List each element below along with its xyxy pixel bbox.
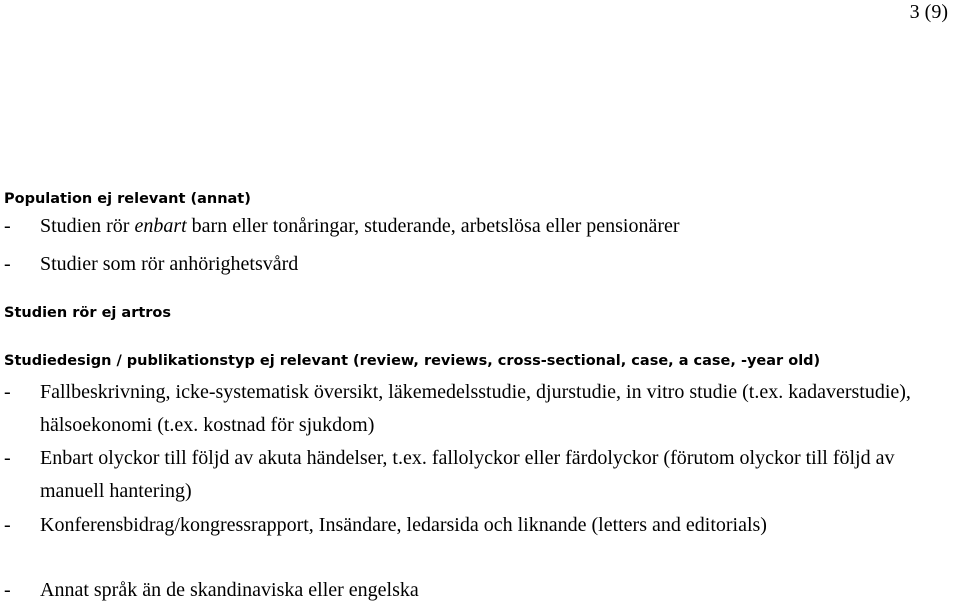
page-number: 3 (9)	[909, 1, 948, 23]
emphasis-text: enbart	[134, 215, 187, 237]
list-item-text: Konferensbidrag/kongressrapport, Insändare, ledarsida och liknande (letters and editorials)	[40, 514, 767, 536]
list-item	[4, 210, 949, 243]
list-item	[4, 574, 949, 607]
list-item-text: Studien rör enbart barn eller tonåringar, studerande, arbetslösa eller pensionärer	[40, 215, 680, 237]
section-heading-population: Population ej relevant (annat)	[4, 191, 251, 207]
list-item	[4, 442, 949, 508]
list-item	[4, 248, 949, 281]
list-dash: -	[4, 215, 11, 237]
list-dash: -	[4, 447, 11, 469]
list-dash: -	[4, 579, 11, 601]
list-item-text: Fallbeskrivning, icke-systematisk översikt, läkemedelsstudie, djurstudie, in vitro studie (t.ex. kadaverstudie), hälsoekonomi (t.ex. kostnad för sjukdom)	[40, 381, 911, 436]
list-item	[4, 376, 949, 442]
list-item-text: Enbart olyckor till följd av akuta händelser, t.ex. fallolyckor eller färdolyckor (förutom olyckor till följd av manuell hantering)	[40, 447, 895, 502]
section-heading-studiedesign: Studiedesign / publikationstyp ej relevant (review, reviews, cross-sectional, case, a case, -year old)	[4, 353, 821, 369]
list-dash: -	[4, 381, 11, 403]
list-item	[4, 509, 949, 542]
list-dash: -	[4, 253, 11, 275]
list-item-text: Studier som rör anhörighetsvård	[40, 253, 299, 275]
section-heading-artros: Studien rör ej artros	[4, 305, 172, 321]
list-dash: -	[4, 514, 11, 536]
list-item-text: Annat språk än de skandinaviska eller engelska	[40, 579, 419, 601]
